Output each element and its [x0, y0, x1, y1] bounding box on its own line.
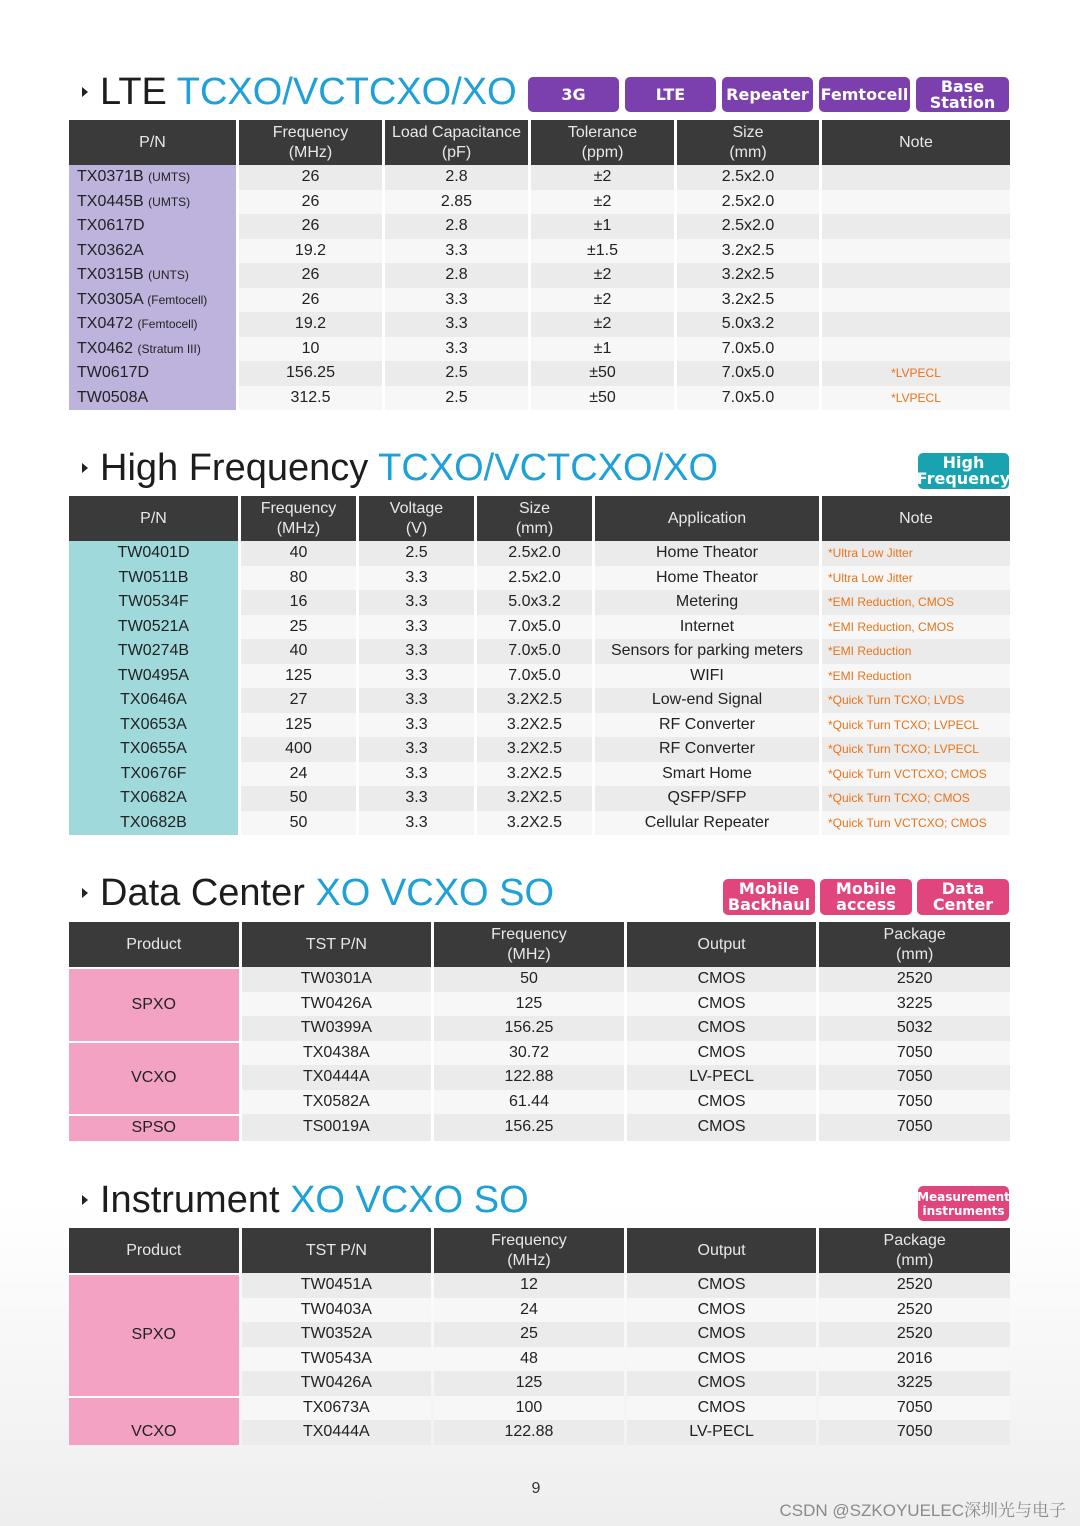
- frequency-cell: 40: [241, 541, 356, 566]
- note-cell: *Quick Turn VCTCXO; CMOS: [822, 762, 1010, 787]
- page-number: 9: [531, 1480, 541, 1497]
- application-cell: Home Theator: [595, 541, 819, 566]
- frequency-cell: 27: [241, 688, 356, 713]
- table-row: [69, 361, 1010, 386]
- voltage-cell: 3.3: [359, 639, 474, 664]
- hf-table: [66, 496, 1013, 835]
- frequency-cell: 312.5: [239, 386, 382, 411]
- note-cell: [822, 337, 1010, 362]
- tolerance-cell: ±50: [531, 361, 674, 386]
- tolerance-cell: ±1: [531, 214, 674, 239]
- capacitance-cell: 2.85: [385, 190, 528, 215]
- note-cell: *EMI Reduction, CMOS: [822, 615, 1010, 640]
- pn-cell: TW0401D: [69, 541, 238, 566]
- pn-cell: TX0617D: [69, 214, 236, 239]
- table-header-row: [69, 1228, 1010, 1273]
- package-cell: 2520: [819, 1273, 1010, 1298]
- watermark: CSDN @SZKOYUELEC深圳光与电子: [779, 1501, 1066, 1520]
- note-cell: *Quick Turn TCXO; LVPECL: [822, 713, 1010, 738]
- voltage-cell: 3.3: [359, 762, 474, 787]
- table-row: [69, 713, 1010, 738]
- size-cell: 3.2X2.5: [477, 737, 592, 762]
- capacitance-cell: 2.5: [385, 386, 528, 411]
- application-cell: Sensors for parking meters: [595, 639, 819, 664]
- frequency-cell: 122.88: [434, 1065, 624, 1090]
- pn-cell: TW0508A: [69, 386, 236, 411]
- hf-section-title: High Frequency TCXO/VCTCXO/XO: [82, 446, 718, 490]
- tst-pn-cell: TW0426A: [242, 992, 432, 1017]
- application-cell: Internet: [595, 615, 819, 640]
- tolerance-cell: ±2: [531, 288, 674, 313]
- note-cell: [822, 165, 1010, 190]
- frequency-cell: 26: [239, 288, 382, 313]
- package-cell: 7050: [819, 1420, 1010, 1445]
- package-cell: 2016: [819, 1347, 1010, 1372]
- output-cell: CMOS: [627, 1090, 817, 1115]
- voltage-cell: 3.3: [359, 566, 474, 591]
- package-cell: 7050: [819, 1065, 1010, 1090]
- output-cell: CMOS: [627, 1016, 817, 1041]
- frequency-cell: 12: [434, 1273, 624, 1298]
- frequency-cell: 125: [241, 713, 356, 738]
- output-cell: LV-PECL: [627, 1420, 817, 1445]
- pn-cell: TX0445B (UMTS): [69, 190, 236, 215]
- frequency-cell: 26: [239, 263, 382, 288]
- col-header-tst-pn: TST P/N: [242, 922, 432, 967]
- size-cell: 3.2X2.5: [477, 811, 592, 836]
- table-row: [69, 1041, 1010, 1066]
- table-header-row: [69, 922, 1010, 967]
- table-row: [69, 214, 1010, 239]
- col-header-package: Package (mm): [819, 1228, 1010, 1273]
- pn-cell: TW0534F: [69, 590, 238, 615]
- frequency-cell: 25: [434, 1322, 624, 1347]
- table-row: [69, 190, 1010, 215]
- output-cell: LV-PECL: [627, 1065, 817, 1090]
- pn-cell: TX0472 (Femtocell): [69, 312, 236, 337]
- product-group-cell: SPXO: [69, 967, 239, 1041]
- tst-pn-cell: TX0444A: [242, 1420, 432, 1445]
- package-cell: 3225: [819, 992, 1010, 1017]
- package-cell: 2520: [819, 967, 1010, 992]
- badge-femtocell: Femtocell: [819, 77, 910, 112]
- frequency-cell: 26: [239, 214, 382, 239]
- col-header-pn: P/N: [69, 496, 238, 541]
- capacitance-cell: 3.3: [385, 312, 528, 337]
- badge-mobile-backhaul: Mobile Backhaul: [723, 879, 815, 915]
- pn-cell: TX0682B: [69, 811, 238, 836]
- frequency-cell: 10: [239, 337, 382, 362]
- pn-cell: TX0371B (UMTS): [69, 165, 236, 190]
- tolerance-cell: ±2: [531, 312, 674, 337]
- pn-cell: TX0676F: [69, 762, 238, 787]
- voltage-cell: 3.3: [359, 737, 474, 762]
- pn-cell: TW0521A: [69, 615, 238, 640]
- package-cell: 2520: [819, 1322, 1010, 1347]
- frequency-cell: 61.44: [434, 1090, 624, 1115]
- col-header-voltage: Voltage (V): [359, 496, 474, 541]
- tolerance-cell: ±2: [531, 263, 674, 288]
- size-cell: 7.0x5.0: [477, 664, 592, 689]
- application-cell: Smart Home: [595, 762, 819, 787]
- voltage-cell: 3.3: [359, 811, 474, 836]
- badge-mobile-access: Mobile access: [820, 879, 912, 915]
- pn-cell: TX0315B (UNTS): [69, 263, 236, 288]
- output-cell: CMOS: [627, 1347, 817, 1372]
- frequency-cell: 156.25: [434, 1016, 624, 1041]
- bullet-arrow-icon: [82, 888, 88, 898]
- note-cell: *LVPECL: [822, 386, 1010, 411]
- note-cell: [822, 263, 1010, 288]
- application-cell: Metering: [595, 590, 819, 615]
- product-group-cell: VCXO: [69, 1396, 239, 1445]
- col-header-application: Application: [595, 496, 819, 541]
- voltage-cell: 3.3: [359, 713, 474, 738]
- tst-pn-cell: TW0403A: [242, 1298, 432, 1323]
- table-row: [69, 639, 1010, 664]
- frequency-cell: 125: [241, 664, 356, 689]
- table-row: [69, 312, 1010, 337]
- package-cell: 3225: [819, 1371, 1010, 1396]
- size-cell: 2.5x2.0: [477, 566, 592, 591]
- frequency-cell: 50: [434, 967, 624, 992]
- output-cell: CMOS: [627, 1273, 817, 1298]
- tolerance-cell: ±2: [531, 165, 674, 190]
- note-cell: *Ultra Low Jitter: [822, 541, 1010, 566]
- application-cell: Cellular Repeater: [595, 811, 819, 836]
- table-row: [69, 566, 1010, 591]
- note-cell: *EMI Reduction: [822, 664, 1010, 689]
- frequency-cell: 30.72: [434, 1041, 624, 1066]
- table-row: [69, 786, 1010, 811]
- application-cell: RF Converter: [595, 713, 819, 738]
- application-cell: Home Theator: [595, 566, 819, 591]
- output-cell: CMOS: [627, 1371, 817, 1396]
- frequency-cell: 80: [241, 566, 356, 591]
- size-cell: 3.2x2.5: [677, 239, 819, 264]
- tolerance-cell: ±1.5: [531, 239, 674, 264]
- size-cell: 7.0x5.0: [677, 361, 819, 386]
- frequency-cell: 100: [434, 1396, 624, 1421]
- tst-pn-cell: TW0426A: [242, 1371, 432, 1396]
- frequency-cell: 19.2: [239, 239, 382, 264]
- table-row: [69, 1396, 1010, 1421]
- pn-cell: TX0362A: [69, 239, 236, 264]
- size-cell: 3.2X2.5: [477, 786, 592, 811]
- bullet-arrow-icon: [82, 1195, 88, 1205]
- size-cell: 2.5x2.0: [677, 165, 819, 190]
- badge-lte: LTE: [625, 77, 716, 112]
- col-header-size: Size (mm): [477, 496, 592, 541]
- capacitance-cell: 3.3: [385, 239, 528, 264]
- voltage-cell: 3.3: [359, 664, 474, 689]
- instrument-section-title: Instrument XO VCXO SO: [82, 1178, 529, 1222]
- note-cell: [822, 190, 1010, 215]
- col-header-note: Note: [822, 496, 1010, 541]
- table-row: [69, 615, 1010, 640]
- package-cell: 5032: [819, 1016, 1010, 1041]
- col-header-frequency: Frequency (MHz): [239, 120, 382, 165]
- tolerance-cell: ±1: [531, 337, 674, 362]
- bullet-arrow-icon: [82, 87, 88, 97]
- note-cell: [822, 239, 1010, 264]
- size-cell: 7.0x5.0: [477, 615, 592, 640]
- col-header-output: Output: [627, 922, 817, 967]
- size-cell: 7.0x5.0: [677, 386, 819, 411]
- capacitance-cell: 2.8: [385, 214, 528, 239]
- voltage-cell: 3.3: [359, 786, 474, 811]
- application-cell: Low-end Signal: [595, 688, 819, 713]
- capacitance-cell: 3.3: [385, 288, 528, 313]
- frequency-cell: 122.88: [434, 1420, 624, 1445]
- table-row: [69, 1114, 1010, 1141]
- note-cell: [822, 288, 1010, 313]
- table-row: [69, 263, 1010, 288]
- badge-repeater: Repeater: [722, 77, 813, 112]
- capacitance-cell: 2.8: [385, 165, 528, 190]
- pn-cell: TX0646A: [69, 688, 238, 713]
- application-cell: QSFP/SFP: [595, 786, 819, 811]
- instrument-table: [66, 1228, 1013, 1445]
- table-row: [69, 664, 1010, 689]
- pn-cell: TX0462 (Stratum III): [69, 337, 236, 362]
- frequency-cell: 48: [434, 1347, 624, 1372]
- table-header-row: [69, 496, 1010, 541]
- frequency-cell: 16: [241, 590, 356, 615]
- note-cell: *Quick Turn TCXO; LVDS: [822, 688, 1010, 713]
- package-cell: 7050: [819, 1041, 1010, 1066]
- package-cell: 7050: [819, 1396, 1010, 1421]
- table-row: [69, 288, 1010, 313]
- note-cell: *Quick Turn VCTCXO; CMOS: [822, 811, 1010, 836]
- frequency-cell: 400: [241, 737, 356, 762]
- frequency-cell: 26: [239, 165, 382, 190]
- col-header-tolerance: Tolerance (ppm): [531, 120, 674, 165]
- tolerance-cell: ±50: [531, 386, 674, 411]
- tst-pn-cell: TW0301A: [242, 967, 432, 992]
- table-row: [69, 688, 1010, 713]
- size-cell: 2.5x2.0: [477, 541, 592, 566]
- product-group-cell: SPSO: [69, 1114, 239, 1141]
- size-cell: 7.0x5.0: [677, 337, 819, 362]
- output-cell: CMOS: [627, 967, 817, 992]
- badge-data-center: Data Center: [917, 879, 1009, 915]
- pn-cell: TW0511B: [69, 566, 238, 591]
- frequency-cell: 19.2: [239, 312, 382, 337]
- frequency-cell: 125: [434, 1371, 624, 1396]
- note-cell: *LVPECL: [822, 361, 1010, 386]
- package-cell: 7050: [819, 1090, 1010, 1115]
- frequency-cell: 125: [434, 992, 624, 1017]
- voltage-cell: 2.5: [359, 541, 474, 566]
- dc-table: [66, 922, 1013, 1141]
- application-cell: RF Converter: [595, 737, 819, 762]
- pn-cell: TW0495A: [69, 664, 238, 689]
- table-row: [69, 1273, 1010, 1298]
- bullet-arrow-icon: [82, 463, 88, 473]
- lte-table: [66, 120, 1013, 410]
- note-cell: *Ultra Low Jitter: [822, 566, 1010, 591]
- application-cell: WIFI: [595, 664, 819, 689]
- size-cell: 2.5x2.0: [677, 214, 819, 239]
- size-cell: 5.0x3.2: [677, 312, 819, 337]
- badge-measurement-instruments: Measurement instruments: [918, 1186, 1009, 1221]
- table-row: [69, 811, 1010, 836]
- output-cell: CMOS: [627, 1298, 817, 1323]
- tst-pn-cell: TX0582A: [242, 1090, 432, 1115]
- tst-pn-cell: TW0451A: [242, 1273, 432, 1298]
- voltage-cell: 3.3: [359, 688, 474, 713]
- size-cell: 3.2x2.5: [677, 288, 819, 313]
- badge-base-station: Base Station: [916, 77, 1009, 112]
- col-header-package: Package (mm): [819, 922, 1010, 967]
- table-row: [69, 386, 1010, 411]
- tolerance-cell: ±2: [531, 190, 674, 215]
- frequency-cell: 50: [241, 786, 356, 811]
- package-cell: 7050: [819, 1114, 1010, 1141]
- tst-pn-cell: TX0438A: [242, 1041, 432, 1066]
- output-cell: CMOS: [627, 1114, 817, 1141]
- col-header-size: Size (mm): [677, 120, 819, 165]
- col-header-load-capacitance: Load Capacitance (pF): [385, 120, 528, 165]
- col-header-frequency: Frequency (MHz): [434, 922, 624, 967]
- note-cell: *EMI Reduction, CMOS: [822, 590, 1010, 615]
- pn-cell: TX0305A (Femtocell): [69, 288, 236, 313]
- col-header-frequency: Frequency (MHz): [241, 496, 356, 541]
- table-row: [69, 762, 1010, 787]
- col-header-frequency: Frequency (MHz): [434, 1228, 624, 1273]
- capacitance-cell: 3.3: [385, 337, 528, 362]
- table-header-row: [69, 120, 1010, 165]
- size-cell: 3.2X2.5: [477, 688, 592, 713]
- frequency-cell: 40: [241, 639, 356, 664]
- tst-pn-cell: TS0019A: [242, 1114, 432, 1141]
- product-group-cell: SPXO: [69, 1273, 239, 1396]
- col-header-output: Output: [627, 1228, 817, 1273]
- frequency-cell: 156.25: [434, 1114, 624, 1141]
- badge-3g: 3G: [528, 77, 619, 112]
- table-row: [69, 737, 1010, 762]
- col-header-note: Note: [822, 120, 1010, 165]
- table-row: [69, 590, 1010, 615]
- note-cell: [822, 214, 1010, 239]
- tst-pn-cell: TW0352A: [242, 1322, 432, 1347]
- col-header-product: Product: [69, 1228, 239, 1273]
- size-cell: 3.2X2.5: [477, 713, 592, 738]
- tst-pn-cell: TX0444A: [242, 1065, 432, 1090]
- size-cell: 3.2x2.5: [677, 263, 819, 288]
- pn-cell: TX0682A: [69, 786, 238, 811]
- pn-cell: TX0655A: [69, 737, 238, 762]
- voltage-cell: 3.3: [359, 615, 474, 640]
- tst-pn-cell: TW0399A: [242, 1016, 432, 1041]
- note-cell: *EMI Reduction: [822, 639, 1010, 664]
- voltage-cell: 3.3: [359, 590, 474, 615]
- table-row: [69, 165, 1010, 190]
- output-cell: CMOS: [627, 1041, 817, 1066]
- size-cell: 5.0x3.2: [477, 590, 592, 615]
- col-header-tst-pn: TST P/N: [242, 1228, 432, 1273]
- tst-pn-cell: TW0543A: [242, 1347, 432, 1372]
- frequency-cell: 156.25: [239, 361, 382, 386]
- size-cell: 2.5x2.0: [677, 190, 819, 215]
- frequency-cell: 24: [434, 1298, 624, 1323]
- frequency-cell: 26: [239, 190, 382, 215]
- frequency-cell: 24: [241, 762, 356, 787]
- frequency-cell: 50: [241, 811, 356, 836]
- col-header-product: Product: [69, 922, 239, 967]
- dc-section-title: Data Center XO VCXO SO: [82, 871, 554, 915]
- lte-section-title: LTE TCXO/VCTCXO/XO: [82, 70, 517, 114]
- pn-cell: TX0653A: [69, 713, 238, 738]
- size-cell: 3.2X2.5: [477, 762, 592, 787]
- capacitance-cell: 2.5: [385, 361, 528, 386]
- tst-pn-cell: TX0673A: [242, 1396, 432, 1421]
- frequency-cell: 25: [241, 615, 356, 640]
- capacitance-cell: 2.8: [385, 263, 528, 288]
- product-group-cell: VCXO: [69, 1041, 239, 1115]
- output-cell: CMOS: [627, 1322, 817, 1347]
- note-cell: *Quick Turn TCXO; LVPECL: [822, 737, 1010, 762]
- table-row: [69, 337, 1010, 362]
- badge-high-frequency: High Frequency: [916, 453, 1011, 488]
- table-row: [69, 967, 1010, 992]
- note-cell: *Quick Turn TCXO; CMOS: [822, 786, 1010, 811]
- output-cell: CMOS: [627, 992, 817, 1017]
- package-cell: 2520: [819, 1298, 1010, 1323]
- pn-cell: TW0617D: [69, 361, 236, 386]
- table-row: [69, 239, 1010, 264]
- note-cell: [822, 312, 1010, 337]
- table-row: [69, 541, 1010, 566]
- pn-cell: TW0274B: [69, 639, 238, 664]
- output-cell: CMOS: [627, 1396, 817, 1421]
- size-cell: 7.0x5.0: [477, 639, 592, 664]
- col-header-pn: P/N: [69, 120, 236, 165]
